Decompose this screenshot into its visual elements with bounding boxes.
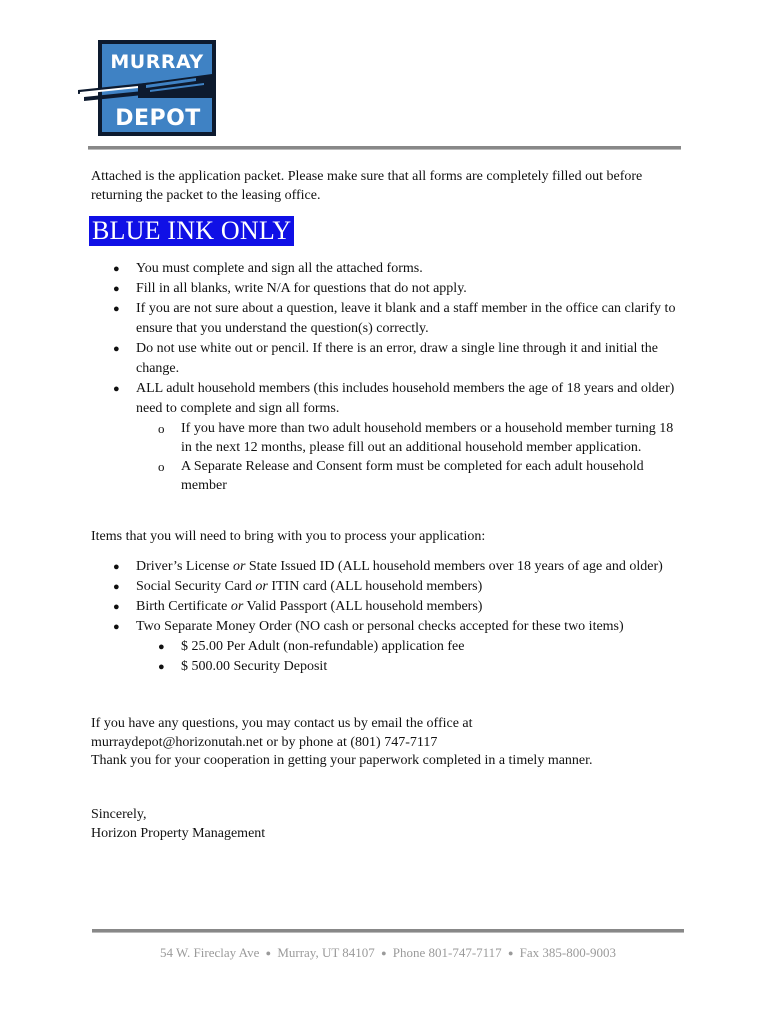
contact-email-phone: murraydepot@horizonutah.net or by phone at (801) 747-7117 bbox=[91, 734, 438, 750]
bullet-icon: ● bbox=[113, 621, 120, 633]
bullet-icon: ● bbox=[113, 383, 120, 395]
instruction-text: Do not use white out or pencil. If there is an error, draw a single line through it and initial the change. bbox=[136, 341, 658, 376]
bullet-icon: ● bbox=[113, 343, 120, 355]
list-item bbox=[91, 299, 681, 339]
item-text-a: Driver’s License bbox=[136, 559, 233, 574]
bullet-icon: ● bbox=[113, 561, 120, 573]
bullet-icon: ● bbox=[113, 581, 120, 593]
murray-depot-logo bbox=[78, 40, 216, 136]
sub-list-item bbox=[136, 419, 681, 457]
thank-you-line: Thank you for your cooperation in getting your paperwork completed in a timely manner. bbox=[91, 753, 593, 768]
item-or: or bbox=[232, 559, 246, 574]
item-text-b: ITIN card (ALL household members) bbox=[267, 579, 483, 594]
item-text-a: Social Security Card bbox=[136, 579, 256, 594]
items-intro: Items that you will need to bring with you to process your application: bbox=[91, 529, 486, 544]
bullet-icon: ● bbox=[113, 601, 120, 613]
list-item bbox=[91, 259, 681, 279]
footer bbox=[92, 945, 684, 961]
list-item bbox=[91, 577, 681, 597]
contact-line: If you have any questions, you may contact us by email the office at bbox=[91, 716, 473, 731]
item-text-a: Two Separate Money Order (NO cash or personal checks accepted for these two items) bbox=[136, 619, 624, 634]
footer-divider bbox=[92, 929, 684, 932]
sub-item-text: A Separate Release and Consent form must be completed for each adult household member bbox=[181, 459, 644, 493]
hollow-bullet-icon: o bbox=[158, 421, 165, 436]
separator-dot-icon: ● bbox=[265, 948, 272, 958]
list-item bbox=[91, 557, 681, 577]
list-item bbox=[91, 617, 681, 677]
sub-list-item bbox=[136, 637, 681, 657]
salutation: Sincerely, bbox=[91, 807, 147, 822]
fees-sublist bbox=[136, 637, 681, 677]
adult-sublist bbox=[136, 419, 681, 495]
instruction-text: You must complete and sign all the attached forms. bbox=[136, 261, 423, 276]
logo-line2: DEPOT bbox=[115, 106, 201, 131]
list-item bbox=[91, 279, 681, 299]
footer-phone: Phone 801-747-7117 bbox=[392, 945, 502, 960]
bullet-icon: ● bbox=[158, 661, 165, 673]
intro-paragraph: Attached is the application packet. Please make sure that all forms are completely filled out before returning the packet to the leasing office. bbox=[91, 169, 643, 203]
sub-list-item bbox=[136, 457, 681, 495]
header-divider bbox=[88, 146, 681, 149]
separator-dot-icon: ● bbox=[507, 948, 514, 958]
logo-line1: MURRAY bbox=[110, 51, 204, 73]
instruction-text: ALL adult household members (this includes household members the age of 18 years and older) need to complete and sign all forms. bbox=[136, 381, 675, 416]
instruction-text: If you are not sure about a question, leave it blank and a staff member in the office can clarify to ensure that you understand the question(s) correctly. bbox=[136, 301, 676, 336]
blue-ink-banner: BLUE INK ONLY bbox=[89, 216, 294, 246]
list-item bbox=[91, 379, 681, 495]
fee-text: $ 25.00 Per Adult (non-refundable) application fee bbox=[181, 639, 465, 654]
instruction-text: Fill in all blanks, write N/A for questions that do not apply. bbox=[136, 281, 467, 296]
instructions-list bbox=[91, 259, 681, 495]
hollow-bullet-icon: o bbox=[158, 459, 165, 474]
item-text-b: Valid Passport (ALL household members) bbox=[243, 599, 483, 614]
item-or: or bbox=[255, 579, 268, 594]
sub-item-text: If you have more than two adult household members or a household member turning 18 in the next 12 months, please fill out an additional household member application. bbox=[181, 421, 674, 455]
required-items-list bbox=[91, 557, 681, 677]
bullet-icon: ● bbox=[113, 303, 120, 315]
contact-paragraph bbox=[91, 715, 681, 771]
signature: Horizon Property Management bbox=[91, 826, 266, 841]
separator-dot-icon: ● bbox=[381, 948, 387, 958]
footer-address: 54 W. Fireclay Ave bbox=[159, 945, 260, 960]
list-item bbox=[91, 597, 681, 617]
bullet-icon: ● bbox=[158, 641, 165, 653]
bullet-icon: ● bbox=[113, 263, 120, 275]
list-item bbox=[91, 339, 681, 379]
footer-fax: Fax 385-800-9003 bbox=[519, 945, 617, 960]
sub-list-item bbox=[136, 657, 681, 677]
closing bbox=[91, 805, 681, 843]
footer-city: Murray, UT 84107 bbox=[277, 945, 375, 960]
item-or: or bbox=[230, 599, 244, 614]
fee-text: $ 500.00 Security Deposit bbox=[181, 659, 328, 674]
item-text-b: State Issued ID (ALL household members over 18 years of age and older) bbox=[245, 559, 663, 574]
bullet-icon: ● bbox=[113, 283, 120, 295]
item-text-a: Birth Certificate bbox=[136, 599, 231, 614]
